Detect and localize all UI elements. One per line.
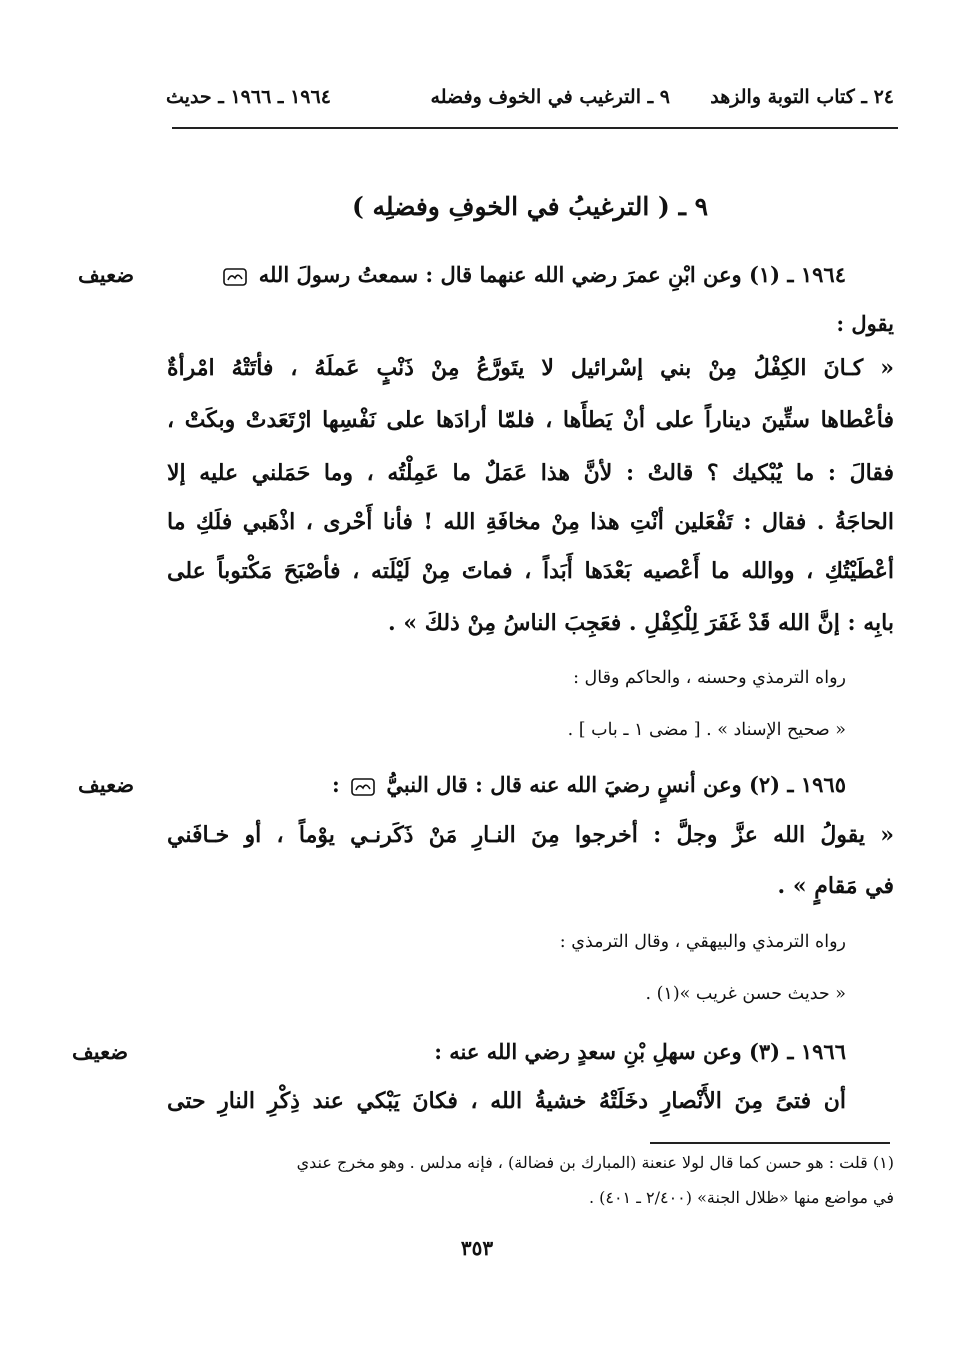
hadith-number: ١٩٦٥ ـ (٢) xyxy=(748,772,846,797)
chapter-title: ٩ ـ ( الترغيبُ في الخوفِ وفضلِه ) xyxy=(351,192,709,221)
grade-label: ضعيف xyxy=(72,1039,129,1064)
salla-allahu-alayhi-wa-sallam-icon xyxy=(223,267,247,287)
grade-label: ضعيف xyxy=(78,262,135,287)
hadith-text-line: بابِه : إنَّ الله قَدْ غَفَرَ لِلْكِفْلِ . فعَجِبَ الناسُ مِنْ ذلكَ » . xyxy=(388,610,894,636)
salla-allahu-alayhi-wa-sallam-icon xyxy=(351,777,375,797)
footnote-rule xyxy=(650,1142,890,1144)
hadith-isnad: وعن ابْنِ عمرَ رضي الله عنهما قال : سمعتُ رسولَ الله xyxy=(258,262,742,287)
footnote-line: (١) قلت : هو حسن كما قال لولا عنعنة (المبارك بن فضالة) ، فإنه مدلس . وهو مخرج عندي xyxy=(296,1153,894,1172)
takhrij-note: « صحيح الإسناد » . [ مضى ١ ـ باب ] . xyxy=(567,720,846,740)
hadith-heading-continuation: يقول : xyxy=(836,311,894,336)
hadith-text-line: فأعْطاها ستِّينَ ديناراً على أنْ يَطأَها ، فلمّا أرادَها على نَفْسِها ارْتَعَدتْ وبكَتْ ، xyxy=(167,407,894,433)
takhrij-note: « حديث حسن غريب »(١) . xyxy=(645,984,846,1004)
page-number: ٣٥٣ xyxy=(460,1236,494,1260)
hadith-text-line: « كـانَ الكِفْلُ مِنْ بني إسْرائيل لا يتَورَّعُ مِنْ ذَنْبٍ عَملَهُ ، فأتَتْهُ امْرأةٌ xyxy=(167,355,894,381)
grade-label: ضعيف xyxy=(78,772,135,797)
header-rule xyxy=(172,127,898,129)
hadith-isnad: وعن سهلِ بْنِ سعدٍ رضي الله عنه : xyxy=(434,1039,742,1064)
hadith-text-line: في مَقامٍ » . xyxy=(777,873,894,899)
hadith-heading xyxy=(219,262,846,287)
takhrij-note: رواه الترمذي والبيهقي ، وقال الترمذي : xyxy=(559,932,846,952)
hadith-text-line: « يقولُ الله عزَّ وجلَّ : أخرجوا مِنَ النـارِ مَنْ ذَكَرنـي يوْماً ، أو خـافَني xyxy=(167,822,894,848)
hadith-text-line: الحاجَةُ . فقال : تَفْعَلين أنْتِ هذا مِنْ مخافَةِ الله ! فأنا أَحْرى ، اذْهَبي فلَكِ ما xyxy=(167,509,894,535)
hadith-text-line: فقالَ : ما يُبْكيك ؟ قالتْ : لأنَّ هذا عَمَلٌ ما عَمِلْتُه ، وما حَمَلني عليه إلا xyxy=(167,460,894,486)
hadith-number: ١٩٦٦ ـ (٣) xyxy=(748,1039,846,1064)
hadith-text-line: أعْطَيْتُكِ ، ووالله ما أَعْصيه بَعْدَها أَبَداً ، فماتَ مِنْ لَيْلَته ، فأصْبَحَ مَكْتوباً على xyxy=(167,558,894,584)
hadith-number: ١٩٦٤ ـ (١) xyxy=(748,262,846,287)
running-header-book: ٢٤ ـ كتاب التوبة والزهد xyxy=(710,86,894,108)
footnote-line: في مواضع منها «ظلال الجنة» (٢/٤٠٠ ـ ٤٠١) . xyxy=(588,1188,894,1207)
hadith-text-line: أن فتىً مِنَ الأَنْصارِ دخَلَتْهُ خشيةُ الله ، فكانَ يَبْكي عند ذِكْرِ النارِ حتى xyxy=(167,1088,846,1114)
running-header-range: ١٩٦٤ ـ ١٩٦٦ ـ حديث xyxy=(166,86,331,108)
hadith-isnad: وعن أنسٍ رضيَ الله عنه قال : قال النبيُّ xyxy=(386,772,742,797)
hadith-heading xyxy=(332,772,846,797)
running-header-chapter: ٩ ـ الترغيب في الخوف وفضله xyxy=(430,86,670,108)
hadith-heading-colon: : xyxy=(332,772,340,797)
hadith-heading xyxy=(434,1039,846,1064)
takhrij-note: رواه الترمذي وحسنه ، والحاكم وقال : xyxy=(573,668,846,688)
